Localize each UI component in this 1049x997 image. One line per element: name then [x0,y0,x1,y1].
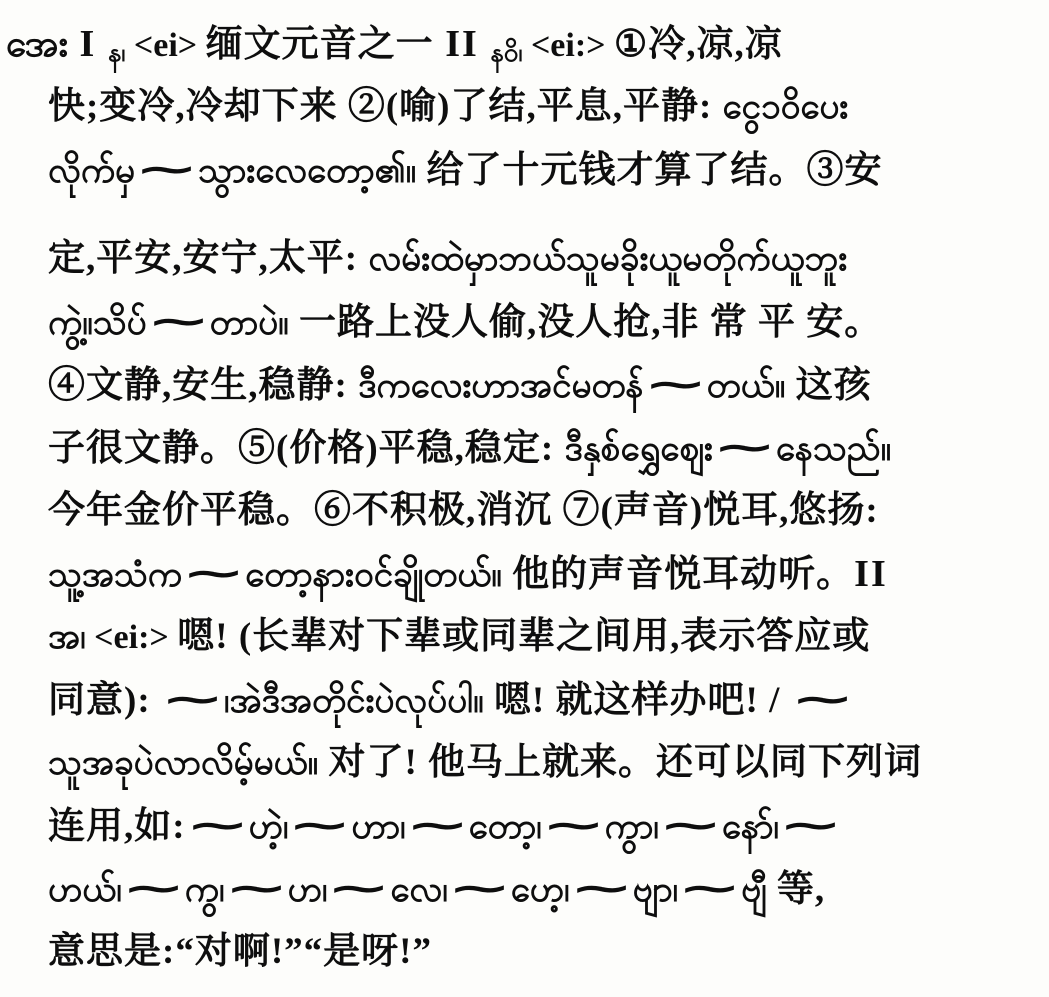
swung-dash: ~ [777,804,843,847]
swung-dash: ~ [134,148,200,191]
burmese-text: တယ်။ [706,366,786,406]
text-line-11 [6,668,1045,731]
burmese-text: နော်၊ [721,807,779,847]
chinese-text: 快;变冷,冷却下来 ②(喻)了结,平息,平静: [48,86,723,127]
burmese-text: တော့နားဝင်ချိုတယ်။ [245,555,502,595]
burmese-text: ငွေ၁၀ိပေး [722,87,849,127]
burmese-text: ဗျာ၊ [632,870,679,910]
text-line-9 [6,542,1045,605]
text-line-7 [6,416,1045,479]
chinese-text: 意思是:“对啊!”“是呀!” [48,931,432,972]
pronunciation: <ei:> [522,27,615,64]
swung-dash: ~ [184,804,250,847]
swung-dash: ~ [404,804,470,847]
burmese-text: လိုက်မှ [48,151,136,191]
text-line-8 [6,479,1045,542]
homograph-numeral: I [68,23,108,65]
chinese-text: 嗯! 就这样办吧! / [483,680,791,721]
swung-dash: ~ [326,867,392,910]
part-of-speech-label: နဝိ၊ [490,38,523,68]
chinese-text: 子很文静。⑤(价格)平稳,稳定: [48,428,565,469]
text-line-3 [6,138,1045,201]
burmese-text: ကွာ၊ [604,807,659,847]
chinese-text: 对了! 他马上就来。还可以同下列词 [318,742,923,783]
burmese-text: ဒီနှစ်ရွှေဈေး [564,429,713,469]
part-of-speech-label: န၊ [107,38,126,68]
text-line-5 [6,290,1045,353]
swung-dash: ~ [568,867,634,910]
swung-dash: ~ [446,867,512,910]
burmese-text: နေသည်။ [775,429,892,469]
pronunciation: <ei> [125,27,206,64]
burmese-text: သွားလေတော့၏။ [198,151,417,191]
chinese-text: ①冷,凉,凉 [614,24,783,65]
swung-dash: ~ [223,867,289,910]
chinese-text: 嗯! (长辈对下辈或同辈之间用,表示答应或 [177,616,871,657]
burmese-text: ကွဲ့။သိပ် [48,303,147,343]
chinese-text: 一路上没人偷,没人抢,非 常 平 安。 [288,302,883,343]
text-line-13 [6,794,1045,857]
swung-dash: ~ [677,867,743,910]
swung-dash: ~ [145,300,211,343]
chinese-text: 等, [766,869,826,910]
swung-dash: ~ [120,867,186,910]
burmese-text: ဟေ့၊ [510,870,570,910]
text-line-6 [6,353,1045,416]
text-line-10 [6,605,1045,668]
burmese-text: ဒီကလေးဟာအင်မတန် [358,366,644,406]
headword: အေး [6,22,69,65]
chinese-text: 他的声音悦耳动听。 [501,554,855,595]
swung-dash: ~ [657,804,723,847]
chinese-text: 连用,如: [48,806,186,847]
burmese-text: သူ့အသံက [48,555,183,595]
text-line-1 [6,12,1045,75]
burmese-text: လမ်းထဲမှာဘယ်သူမခိုးယူမတိုက်ယူဘူး [368,239,848,279]
swung-dash: ~ [711,426,777,469]
swung-dash: ~ [181,552,247,595]
swung-dash: ~ [789,678,855,721]
burmese-text: တော့၊ [468,807,542,847]
burmese-text: အ၊ [48,617,86,657]
swung-dash: ~ [642,363,708,406]
chinese-text: 同意): [48,680,161,721]
text-line-15 [6,920,1045,983]
swung-dash: ~ [159,678,225,721]
swung-dash: ~ [287,804,353,847]
chinese-text: 这孩 [785,365,872,406]
entry-body [6,12,1045,983]
burmese-text: ဟာ၊ [351,807,406,847]
chinese-text: 给了十元钱才算了结。③安 [416,150,883,191]
homograph-numeral: II [433,23,491,65]
burmese-text: ဗျီ [741,870,767,910]
text-line-2 [6,75,1045,138]
chinese-text: ④文静,安生,稳静: [48,365,359,406]
burmese-text: လေ၊ [390,870,448,910]
burmese-text: ဟဲ့၊ [248,807,289,847]
pronunciation: <ei:> [85,619,178,656]
chinese-text: 今年金价平稳。⑥不积极,消沉 ⑦(声音)悦耳,悠扬: [48,490,879,531]
chinese-text: 缅文元音之一 [205,24,434,65]
burmese-text: တာပဲ။ [209,303,289,343]
burmese-text: သူအခုပဲလာလိမ့်မယ်။ [48,743,319,783]
burmese-text: ဟ၊ [287,870,328,910]
burmese-text: ကွ၊ [184,870,225,910]
swung-dash: ~ [540,804,606,847]
burmese-text: ဟယ်၊ [48,870,122,910]
text-line-12 [6,731,1045,794]
chinese-text: 定,平安,安宁,太平: [48,238,369,279]
burmese-text: ၊အဲဒီအတိုင်းပဲလုပ်ပါ။ [223,681,484,721]
text-line-4 [6,227,1045,290]
homograph-numeral: II [854,553,888,595]
text-line-14 [6,857,1045,920]
